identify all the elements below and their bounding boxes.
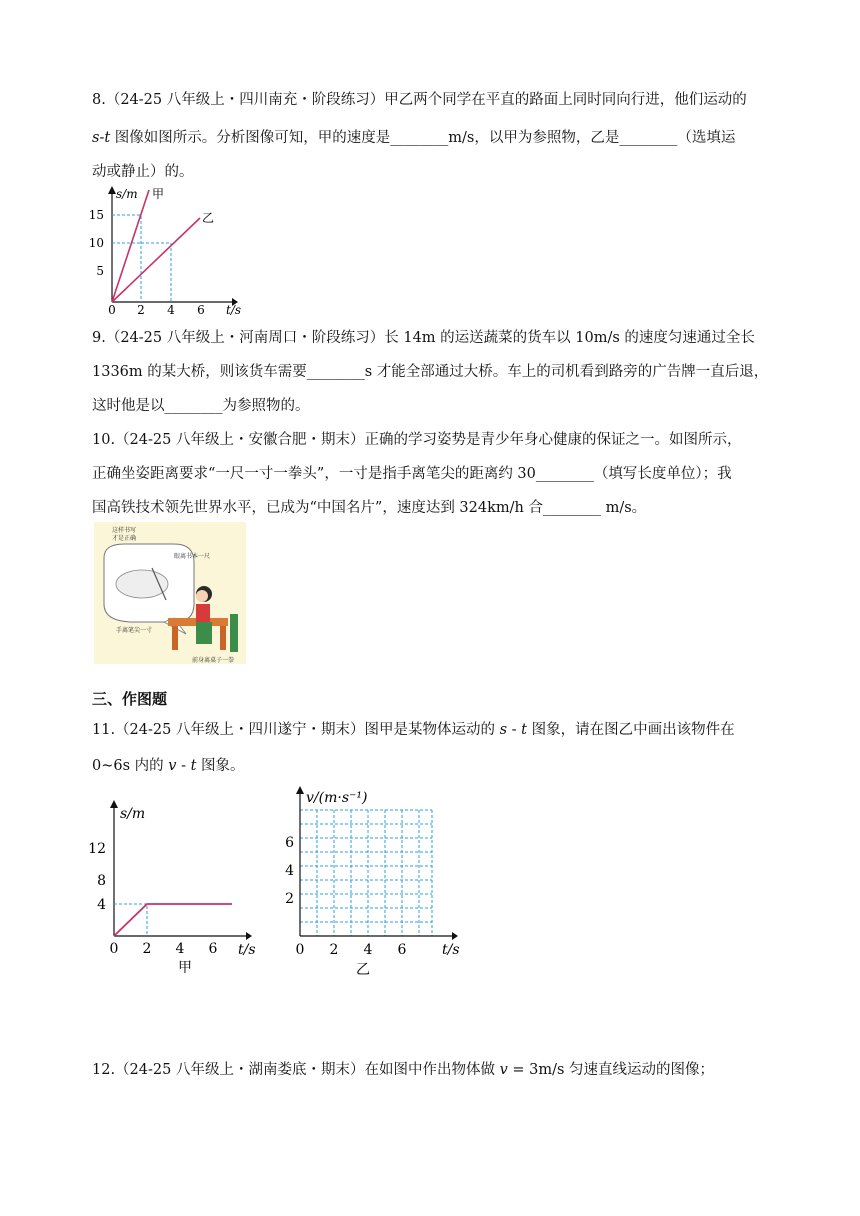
q11-fig-yi — [280, 782, 470, 980]
q11-line1-a: 11.（24-25 八年级上・四川遂宁・期末）图甲是某物体运动的 — [92, 722, 500, 738]
q11-jia-xtick-4: 4 — [175, 941, 185, 957]
q11-yi-xtick-2: 2 — [329, 942, 339, 958]
q11-yi-grid — [300, 810, 432, 936]
q11-yi-xtick-4: 4 — [363, 942, 373, 958]
q10-label-hand: 手离笔尖一寸 — [116, 627, 153, 634]
q11-jia-ytick-4: 4 — [97, 897, 106, 913]
q11-jia-curve — [114, 904, 232, 936]
q9-text-line2: 1336m 的某大桥，则该货车需要________s 才能全部通过大桥。车上的司机看到路旁的广告牌一直后退， — [92, 364, 769, 380]
q11-jia-xlabel: t/s — [238, 942, 256, 958]
q11-yi-caption: 乙 — [356, 962, 370, 978]
q8-text-line2-rest: 图像如图所示。分析图像可知，甲的速度是________m/s，以甲为参照物，乙是________（选填运 — [110, 130, 736, 146]
q8-ytick-15: 15 — [88, 208, 104, 222]
q9-text-line1: 9.（24-25 八年级上・河南周口・阶段练习）长 14m 的运送蔬菜的货车以 10m/s 的速度匀速通过全长 — [92, 330, 755, 346]
q8-t-var: t — [104, 130, 111, 146]
q8-label-jia: 甲 — [152, 187, 165, 201]
q9-text-line3: 这时他是以________为参照物的。 — [92, 398, 310, 414]
q8-text-line2 — [92, 128, 735, 148]
q8-st-graph — [88, 184, 242, 317]
q11-yi-ytick-4: 4 — [285, 863, 294, 879]
q8-ytick-5: 5 — [96, 264, 104, 278]
q8-xtick-4: 4 — [167, 303, 175, 317]
q8-label-yi: 乙 — [202, 211, 215, 225]
q8-xlabel: t/s — [226, 303, 242, 317]
q11-dash: - — [507, 722, 522, 738]
section-title: 三、作图题 — [92, 690, 168, 708]
q11-jia-ylabel: s/m — [120, 806, 146, 822]
q11-jia-xtick-2: 2 — [142, 941, 152, 957]
q10-text-line3: 国高铁技术领先世界水平，已成为“中国名片”，速度达到 324km/h 合________ m/s。 — [92, 500, 647, 516]
q11-yi-ytick-2: 2 — [285, 891, 294, 907]
q11-text-line2 — [92, 756, 245, 776]
q10-text-line1: 10.（24-25 八年级上・安徽合肥・期末）正确的学习姿势是青少年身心健康的保证之一。如图所示， — [92, 432, 742, 448]
q10-posture-illustration — [94, 522, 246, 664]
q11-line2-a: 0~6s 内的 — [92, 758, 169, 774]
q11-yi-xtick-6: 6 — [397, 942, 407, 958]
q11-yi-ytick-6: 6 — [285, 835, 294, 851]
q11-jia-xtick-0: 0 — [109, 941, 119, 957]
q8-text-line1: 8.（24-25 八年级上・四川南充・阶段练习）甲乙两个同学在平直的路面上同时同向行进，他们运动的 — [92, 92, 747, 108]
q11-yi-xlabel: t/s — [442, 942, 460, 958]
q11-jia-ytick-8: 8 — [97, 873, 106, 889]
q10-label-chest: 前身离桌子一拳 — [192, 657, 235, 664]
q11-line1-e: 图象，请在图乙中画出该物件在 — [526, 722, 735, 738]
q11-yi-ylabel: v/(m·s⁻¹) — [306, 790, 368, 806]
q10-caption-top2: 才是正确 — [112, 535, 137, 542]
q12-line1-a: 12.（24-25 八年级上・湖南娄底・期末）在如图中作出物体做 — [92, 1062, 500, 1078]
q10-caption-top: 这样书写 — [112, 527, 137, 534]
q10-text-line2: 正确坐姿距离要求“一尺一寸一拳头”，一寸是指手离笔尖的距离约 30________（填写长度单位）；我 — [92, 466, 732, 482]
q11-t-var: t — [521, 722, 527, 738]
q8-text-line3: 动或静止）的。 — [92, 164, 194, 180]
q8-xtick-6: 6 — [197, 303, 205, 317]
q8-dash: - — [99, 130, 105, 146]
q8-s-var: s — [92, 130, 100, 146]
q11-s-var: s — [499, 722, 508, 738]
q11-fig-jia — [90, 796, 260, 981]
q11-jia-xtick-6: 6 — [208, 941, 218, 957]
q11-t-var2: t — [190, 758, 197, 774]
q10-label-eye: 眼离书本一尺 — [174, 553, 211, 560]
q8-ylabel: s/m — [116, 187, 138, 201]
q11-line2-e: 图象。 — [196, 758, 245, 774]
q11-yi-xtick-0: 0 — [295, 942, 305, 958]
q8-xtick-0: 0 — [108, 303, 116, 317]
q11-v-var: v — [168, 758, 177, 774]
q11-jia-caption: 甲 — [178, 960, 192, 976]
q8-xtick-2: 2 — [137, 303, 145, 317]
q11-jia-ytick-12: 12 — [88, 841, 106, 857]
q8-ytick-10: 10 — [88, 236, 104, 250]
q11-text-line1 — [92, 720, 735, 740]
q12-text-line1 — [92, 1060, 714, 1080]
q12-line1-c: = 3m/s 匀速直线运动的图像； — [507, 1062, 715, 1078]
q12-v-var: v — [499, 1062, 508, 1078]
q11-dash2: - — [176, 758, 191, 774]
